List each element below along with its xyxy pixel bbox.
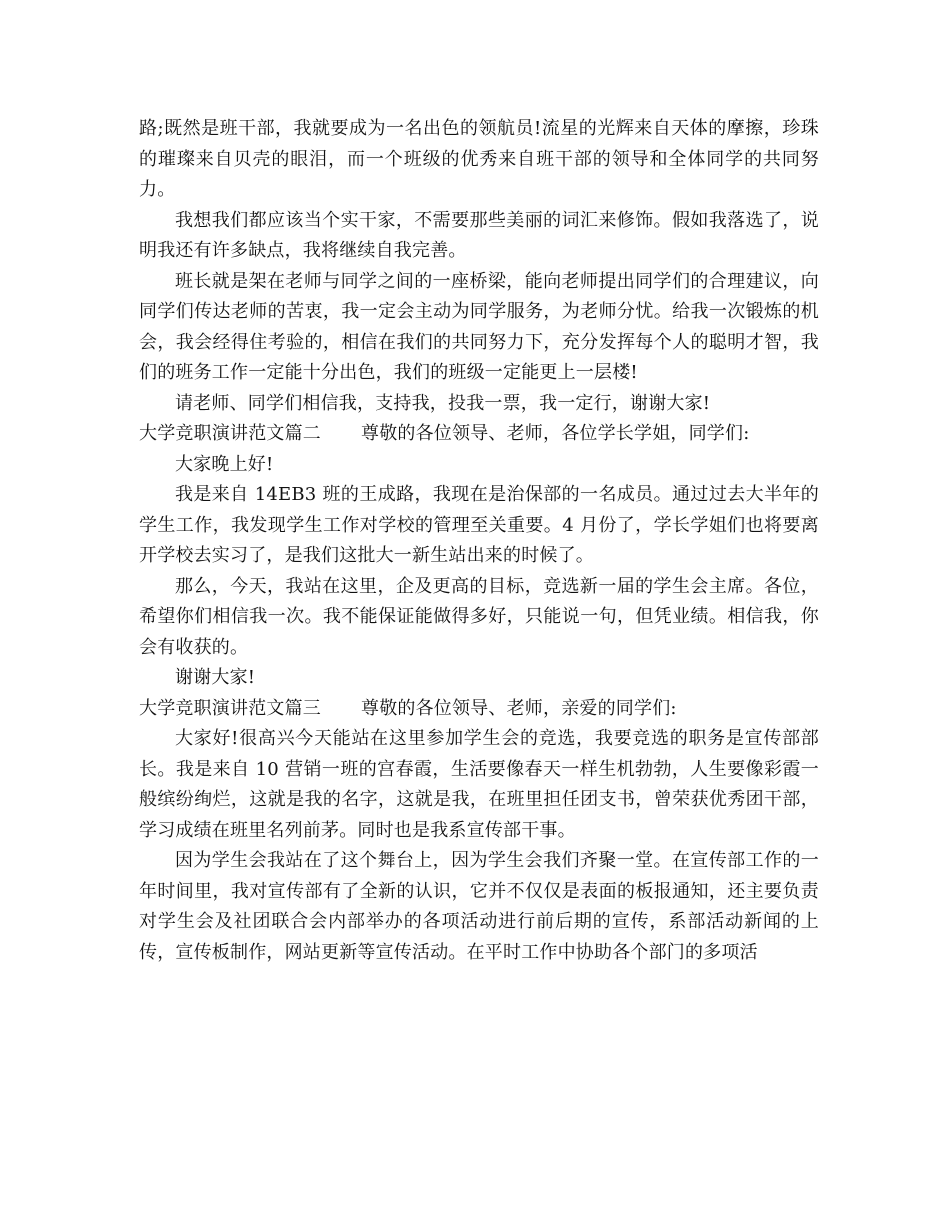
section-2-paragraph-2: 我是来自 14EB3 班的王成路，我现在是治保部的一名成员。通过过去大半年的学生工作，我发现学生工作对学校的管理至关重要。4 月份了，学长学姐们也将要离开学校去实习了，是我们这批大一新生站出来的时候了。 xyxy=(139,484,819,566)
section-3-salutation: 尊敬的各位领导、老师，亲爱的同学们: xyxy=(361,697,677,719)
document-body xyxy=(139,114,819,968)
section-3-paragraph-2: 因为学生会我站在了这个舞台上，因为学生会我们齐聚一堂。在宣传部工作的一年时间里，我对宣传部有了全新的认识，它并不仅仅是表面的板报通知，还主要负责对学生会及社团联合会内部举办的各项活动进行前后期的宣传，系部活动新闻的上传，宣传板制作，网站更新等宣传活动。在平时工作中协助各个部门的多项活 xyxy=(139,850,819,963)
section-3-heading xyxy=(139,694,819,725)
section-2-paragraph-4: 谢谢大家! xyxy=(175,667,256,688)
paragraph-1: 路;既然是班干部，我就要成为一名出色的领航员!流星的光辉来自天体的摩擦，珍珠的璀璨来自贝壳的眼泪，而一个班级的优秀来自班干部的领导和全体同学的共同努力。 xyxy=(139,118,819,200)
paragraph-2: 我想我们都应该当个实干家，不需要那些美丽的词汇来修饰。假如我落选了，说明我还有许多缺点，我将继续自我完善。 xyxy=(139,209,819,261)
section-2-heading xyxy=(139,419,819,450)
section-2-paragraph-1: 大家晚上好! xyxy=(175,453,274,475)
section-3-title: 大学竞职演讲范文篇三 xyxy=(139,697,321,719)
paragraph-4: 请老师、同学们相信我，支持我，投我一票，我一定行，谢谢大家! xyxy=(175,392,711,414)
section-2-title: 大学竞职演讲范文篇二 xyxy=(139,423,321,444)
section-2-paragraph-3: 那么，今天，我站在这里，企及更高的目标，竞选新一届的学生会主席。各位，希望你们相信我一次。我不能保证能做得多好，只能说一句，但凭业绩。相信我，你会有收获的。 xyxy=(139,575,819,658)
section-2-salutation: 尊敬的各位领导、老师，各位学长学姐，同学们: xyxy=(361,423,750,444)
section-3-paragraph-1: 大家好!很高兴今天能站在这里参加学生会的竞选，我要竞选的职务是宣传部部长。我是来自 10 营销一班的宫春霞，生活要像春天一样生机勃勃，人生要像彩霞一般缤纷绚烂，这就是我的名字，这就是我，在班里担任团支书，曾荣获优秀团干部，学习成绩在班里名列前茅。同时也是我系宣传部干事。 xyxy=(139,728,819,841)
paragraph-3: 班长就是架在老师与同学之间的一座桥梁，能向老师提出同学们的合理建议，向同学们传达老师的苦衷，我一定会主动为同学服务，为老师分忧。给我一次锻炼的机会，我会经得住考验的，相信在我们的共同努力下，充分发挥每个人的聪明才智，我们的班务工作一定能十分出色，我们的班级一定能更上一层楼! xyxy=(139,270,819,383)
